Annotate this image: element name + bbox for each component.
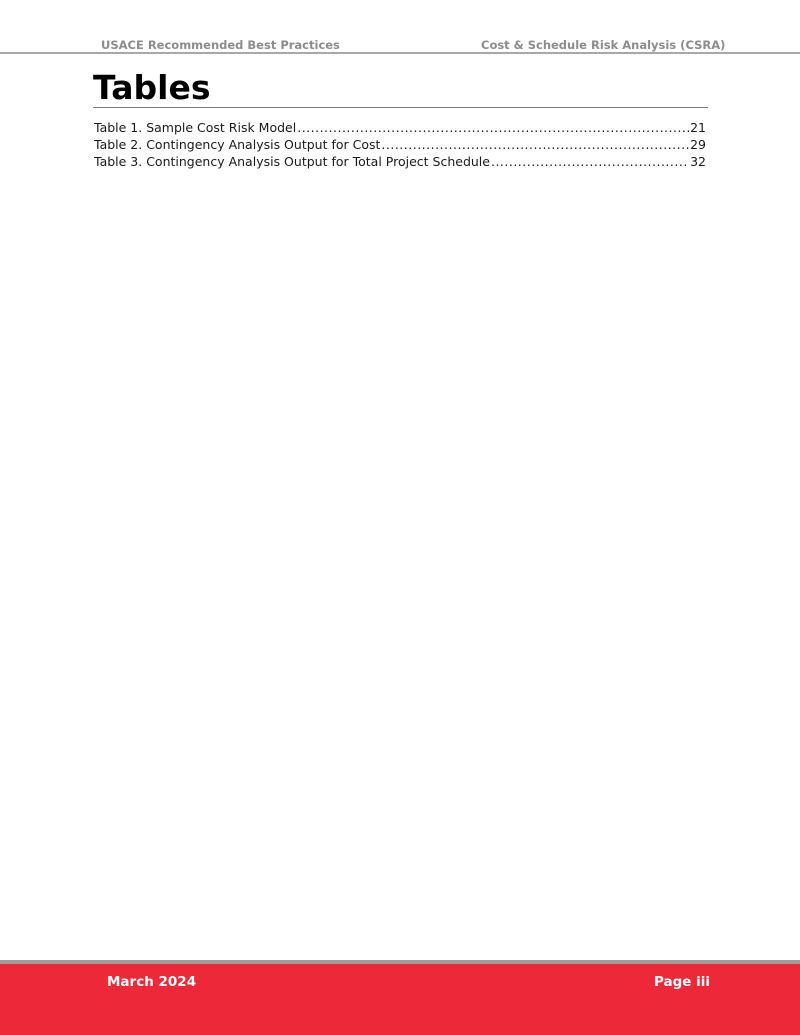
header-right-text: Cost & Schedule Risk Analysis (CSRA) xyxy=(481,38,726,52)
toc-entry-page: 29 xyxy=(690,137,706,152)
toc-entry-page: 21 xyxy=(690,120,706,135)
toc-entry-label: Table 3. Contingency Analysis Output for Total Project Schedule xyxy=(94,154,490,169)
toc-entry[interactable] xyxy=(94,153,706,170)
page-title: Tables xyxy=(93,68,211,107)
toc-entry-page: 32 xyxy=(690,154,706,169)
toc-entry[interactable] xyxy=(94,136,706,153)
header-divider xyxy=(0,52,800,54)
table-of-tables xyxy=(94,119,706,170)
toc-entry-label: Table 2. Contingency Analysis Output for Cost xyxy=(94,137,381,152)
page-footer xyxy=(0,964,800,1035)
toc-entry[interactable] xyxy=(94,119,706,136)
toc-dot-leader xyxy=(381,136,689,153)
toc-dot-leader xyxy=(297,119,689,136)
page-header xyxy=(0,0,800,52)
footer-date: March 2024 xyxy=(107,974,197,990)
toc-dot-leader xyxy=(491,153,689,170)
footer-page-number: Page iii xyxy=(654,974,711,990)
header-left-text: USACE Recommended Best Practices xyxy=(101,38,340,52)
title-divider xyxy=(93,107,708,108)
toc-entry-label: Table 1. Sample Cost Risk Model xyxy=(94,120,297,135)
